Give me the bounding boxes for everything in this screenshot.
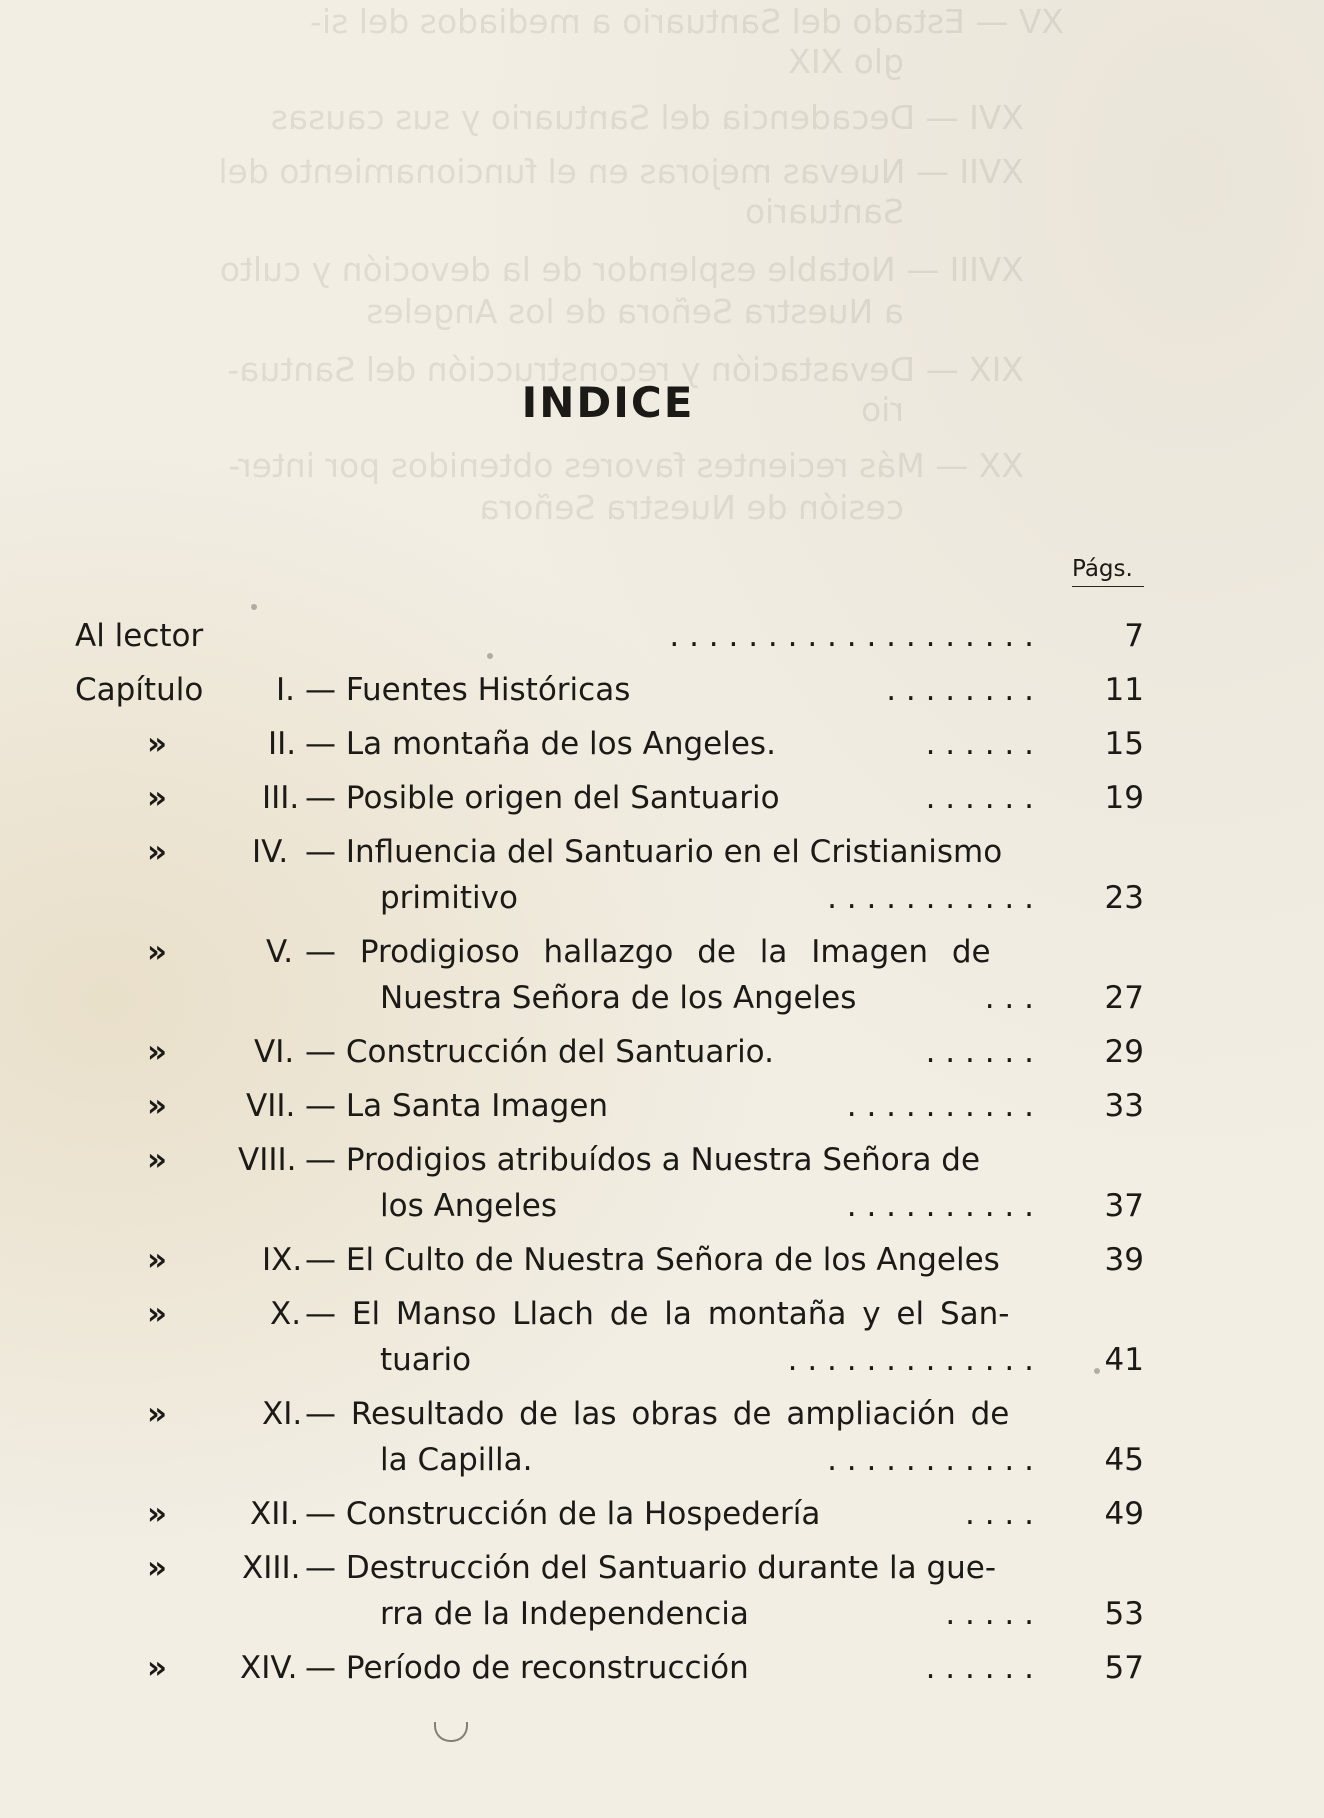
toc-page-number: 7 <box>1124 618 1144 654</box>
toc-page-number: 23 <box>1104 880 1144 916</box>
chapter-title: La montaña de los Angeles. <box>345 726 776 762</box>
toc-entry: » V. — Prodigioso hallazgo de la Imagen de <box>0 930 1324 974</box>
toc-page-number: 41 <box>1104 1342 1144 1378</box>
chapter-title: Fuentes Históricas <box>345 672 631 708</box>
chapter-title: El Manso Llach de la montaña y el San- <box>351 1296 1010 1332</box>
paper-speck <box>1094 1368 1100 1374</box>
chapter-word: Capítulo <box>75 672 204 708</box>
paper-speck <box>251 604 257 610</box>
toc-page-number: 33 <box>1104 1088 1144 1124</box>
ditto-mark: » <box>146 726 168 762</box>
toc-entry-front <box>0 614 1324 658</box>
ditto-mark: » <box>146 780 168 816</box>
pages-column-header: Págs. <box>1072 556 1133 582</box>
ditto-mark: » <box>146 1088 168 1124</box>
chapter-title-continuation: la Capilla. <box>380 1442 533 1478</box>
toc-page-number: 39 <box>1104 1242 1144 1278</box>
leader-dots: . . . . . . . . . . <box>846 1088 1034 1124</box>
ditto-mark: » <box>146 1550 168 1586</box>
ditto-mark: » <box>146 1396 168 1432</box>
leader-dots: . . . <box>984 980 1034 1016</box>
chapter-title: Posible origen del Santuario <box>345 780 780 816</box>
chapter-title: Prodigios atribuídos a Nuestra Señora de <box>345 1142 981 1178</box>
toc-page-number: 29 <box>1104 1034 1144 1070</box>
toc-entry-continuation <box>0 1184 1324 1228</box>
chapter-number: V. <box>266 934 294 970</box>
chapter-number: VI. <box>254 1034 295 1070</box>
page-title: INDICE <box>521 378 695 427</box>
ditto-mark: » <box>146 834 168 870</box>
chapter-title-continuation: primitivo <box>380 880 518 916</box>
toc-entry: » XIII. — Destrucción del Santuario durante la gue- <box>0 1546 1324 1590</box>
chapter-number: IX. <box>262 1242 303 1278</box>
chapter-number: XII. <box>250 1496 300 1532</box>
toc-entry: Capítulo I. — Fuentes Históricas . . . . . . . . 11 <box>0 668 1324 712</box>
toc-page-number: 27 <box>1104 980 1144 1016</box>
chapter-title: Construcción de la Hospedería <box>345 1496 821 1532</box>
leader-dots: . . . . . . <box>925 1650 1034 1686</box>
toc-entry: » VI. — Construcción del Santuario. . . . . . . 29 <box>0 1030 1324 1074</box>
chapter-number: VIII. <box>238 1142 297 1178</box>
toc-page-number: 49 <box>1104 1496 1144 1532</box>
chapter-number: X. <box>270 1296 302 1332</box>
leader-dots: . . . . . . <box>925 1034 1034 1070</box>
chapter-title: Influencia del Santuario en el Cristianismo <box>345 834 1003 870</box>
ditto-mark: » <box>146 934 168 970</box>
leader-dots: . . . . . . . . . . . <box>827 880 1034 916</box>
toc-front-label: Al lector <box>75 618 204 654</box>
chapter-title: Construcción del Santuario. <box>345 1034 774 1070</box>
toc-entry: » IX. — El Culto de Nuestra Señora de los Angeles 39 <box>0 1238 1324 1282</box>
leader-dots: . . . . . . . . . . <box>846 1188 1034 1224</box>
chapter-title-continuation: Nuestra Señora de los Angeles <box>380 980 857 1016</box>
leader-dots: . . . . . . <box>925 780 1034 816</box>
chapter-number: VII. <box>246 1088 296 1124</box>
ditto-mark: » <box>146 1142 168 1178</box>
chapter-title-continuation: los Angeles <box>380 1188 558 1224</box>
chapter-number: IV. <box>252 834 289 870</box>
ditto-mark: » <box>146 1034 168 1070</box>
chapter-title: El Culto de Nuestra Señora de los Angeles <box>345 1242 1000 1278</box>
bleed-through-texture: XV — Estado del Santuario a mediados del si- glo XIX XVI — Decadencia del Santuario y sus causas XVII — Nuevas mejoras en el funcionamiento del Santuario XVIII — Notable esplendor de la devoción y culto a Nuestra Señora de los Angeles XIX — Devastación y reconstrucción del Santua- rio XX — Más recientes favores obtenidos por inter- cesión de Nuestra Señora <box>218 2 1064 527</box>
chapter-title: La Santa Imagen <box>345 1088 609 1124</box>
ditto-mark: » <box>146 1296 168 1332</box>
toc-entry: » III. — Posible origen del Santuario . . . . . . 19 <box>0 776 1324 820</box>
toc-entry: » IV. — Influencia del Santuario en el Cristianismo <box>0 830 1324 874</box>
ditto-mark: » <box>146 1650 168 1686</box>
chapter-number: III. <box>262 780 300 816</box>
ditto-mark: » <box>146 1242 168 1278</box>
chapter-number: XI. <box>262 1396 303 1432</box>
leader-dots: . . . . . . . . . . . . . . . . . . . <box>669 618 1034 654</box>
chapter-title: Resultado de las obras de ampliación de <box>350 1396 1010 1432</box>
toc-entry: » XII. — Construcción de la Hospedería . . . . 49 <box>0 1492 1324 1536</box>
toc-entry: » VII. — La Santa Imagen . . . . . . . . . . 33 <box>0 1084 1324 1128</box>
toc-entry-continuation <box>0 1338 1324 1382</box>
chapter-number: II. <box>268 726 297 762</box>
toc-page-number: 53 <box>1104 1596 1144 1632</box>
toc-page-number: 19 <box>1104 780 1144 816</box>
toc-page-number: 45 <box>1104 1442 1144 1478</box>
toc-entry-continuation <box>0 976 1324 1020</box>
leader-dots: . . . . . . . . <box>886 672 1034 708</box>
ditto-mark: » <box>146 1496 168 1532</box>
toc-page-number: 11 <box>1104 672 1144 708</box>
toc-entry: » XI. — Resultado de las obras de ampliación de <box>0 1392 1324 1436</box>
leader-dots: . . . . . . . . . . . <box>827 1442 1034 1478</box>
chapter-number: I. <box>276 672 295 708</box>
leader-dots: . . . . . . . . . . . . . <box>787 1342 1034 1378</box>
leader-dots: . . . . <box>965 1496 1034 1532</box>
toc-entry-continuation <box>0 876 1324 920</box>
chapter-title: Período de reconstrucción <box>345 1650 749 1686</box>
paper-speck <box>487 653 493 659</box>
toc-entry-continuation <box>0 1592 1324 1636</box>
chapter-title: Destrucción del Santuario durante la gue- <box>345 1550 997 1586</box>
leader-dots: . . . . . <box>945 1596 1034 1632</box>
toc-page-number: 15 <box>1104 726 1144 762</box>
toc-entry: » X. — El Manso Llach de la montaña y el San- <box>0 1292 1324 1336</box>
toc-page-number: 37 <box>1104 1188 1144 1224</box>
chapter-number: XIII. <box>242 1550 301 1586</box>
pages-header-rule <box>1072 586 1144 587</box>
chapter-title: Prodigioso hallazgo de la Imagen de <box>359 934 991 970</box>
paper-mark <box>434 1722 468 1742</box>
toc-entry-continuation <box>0 1438 1324 1482</box>
chapter-title-continuation: tuario <box>380 1342 472 1378</box>
chapter-number: XIV. <box>240 1650 298 1686</box>
toc-entry: » XIV. — Período de reconstrucción . . . . . . 57 <box>0 1646 1324 1690</box>
chapter-title-continuation: rra de la Independencia <box>380 1596 749 1632</box>
toc-page-number: 57 <box>1104 1650 1144 1686</box>
leader-dots: . . . . . . <box>925 726 1034 762</box>
toc-entry: » II. — La montaña de los Angeles. . . . . . . 15 <box>0 722 1324 766</box>
toc-entry: » VIII. — Prodigios atribuídos a Nuestra Señora de <box>0 1138 1324 1182</box>
